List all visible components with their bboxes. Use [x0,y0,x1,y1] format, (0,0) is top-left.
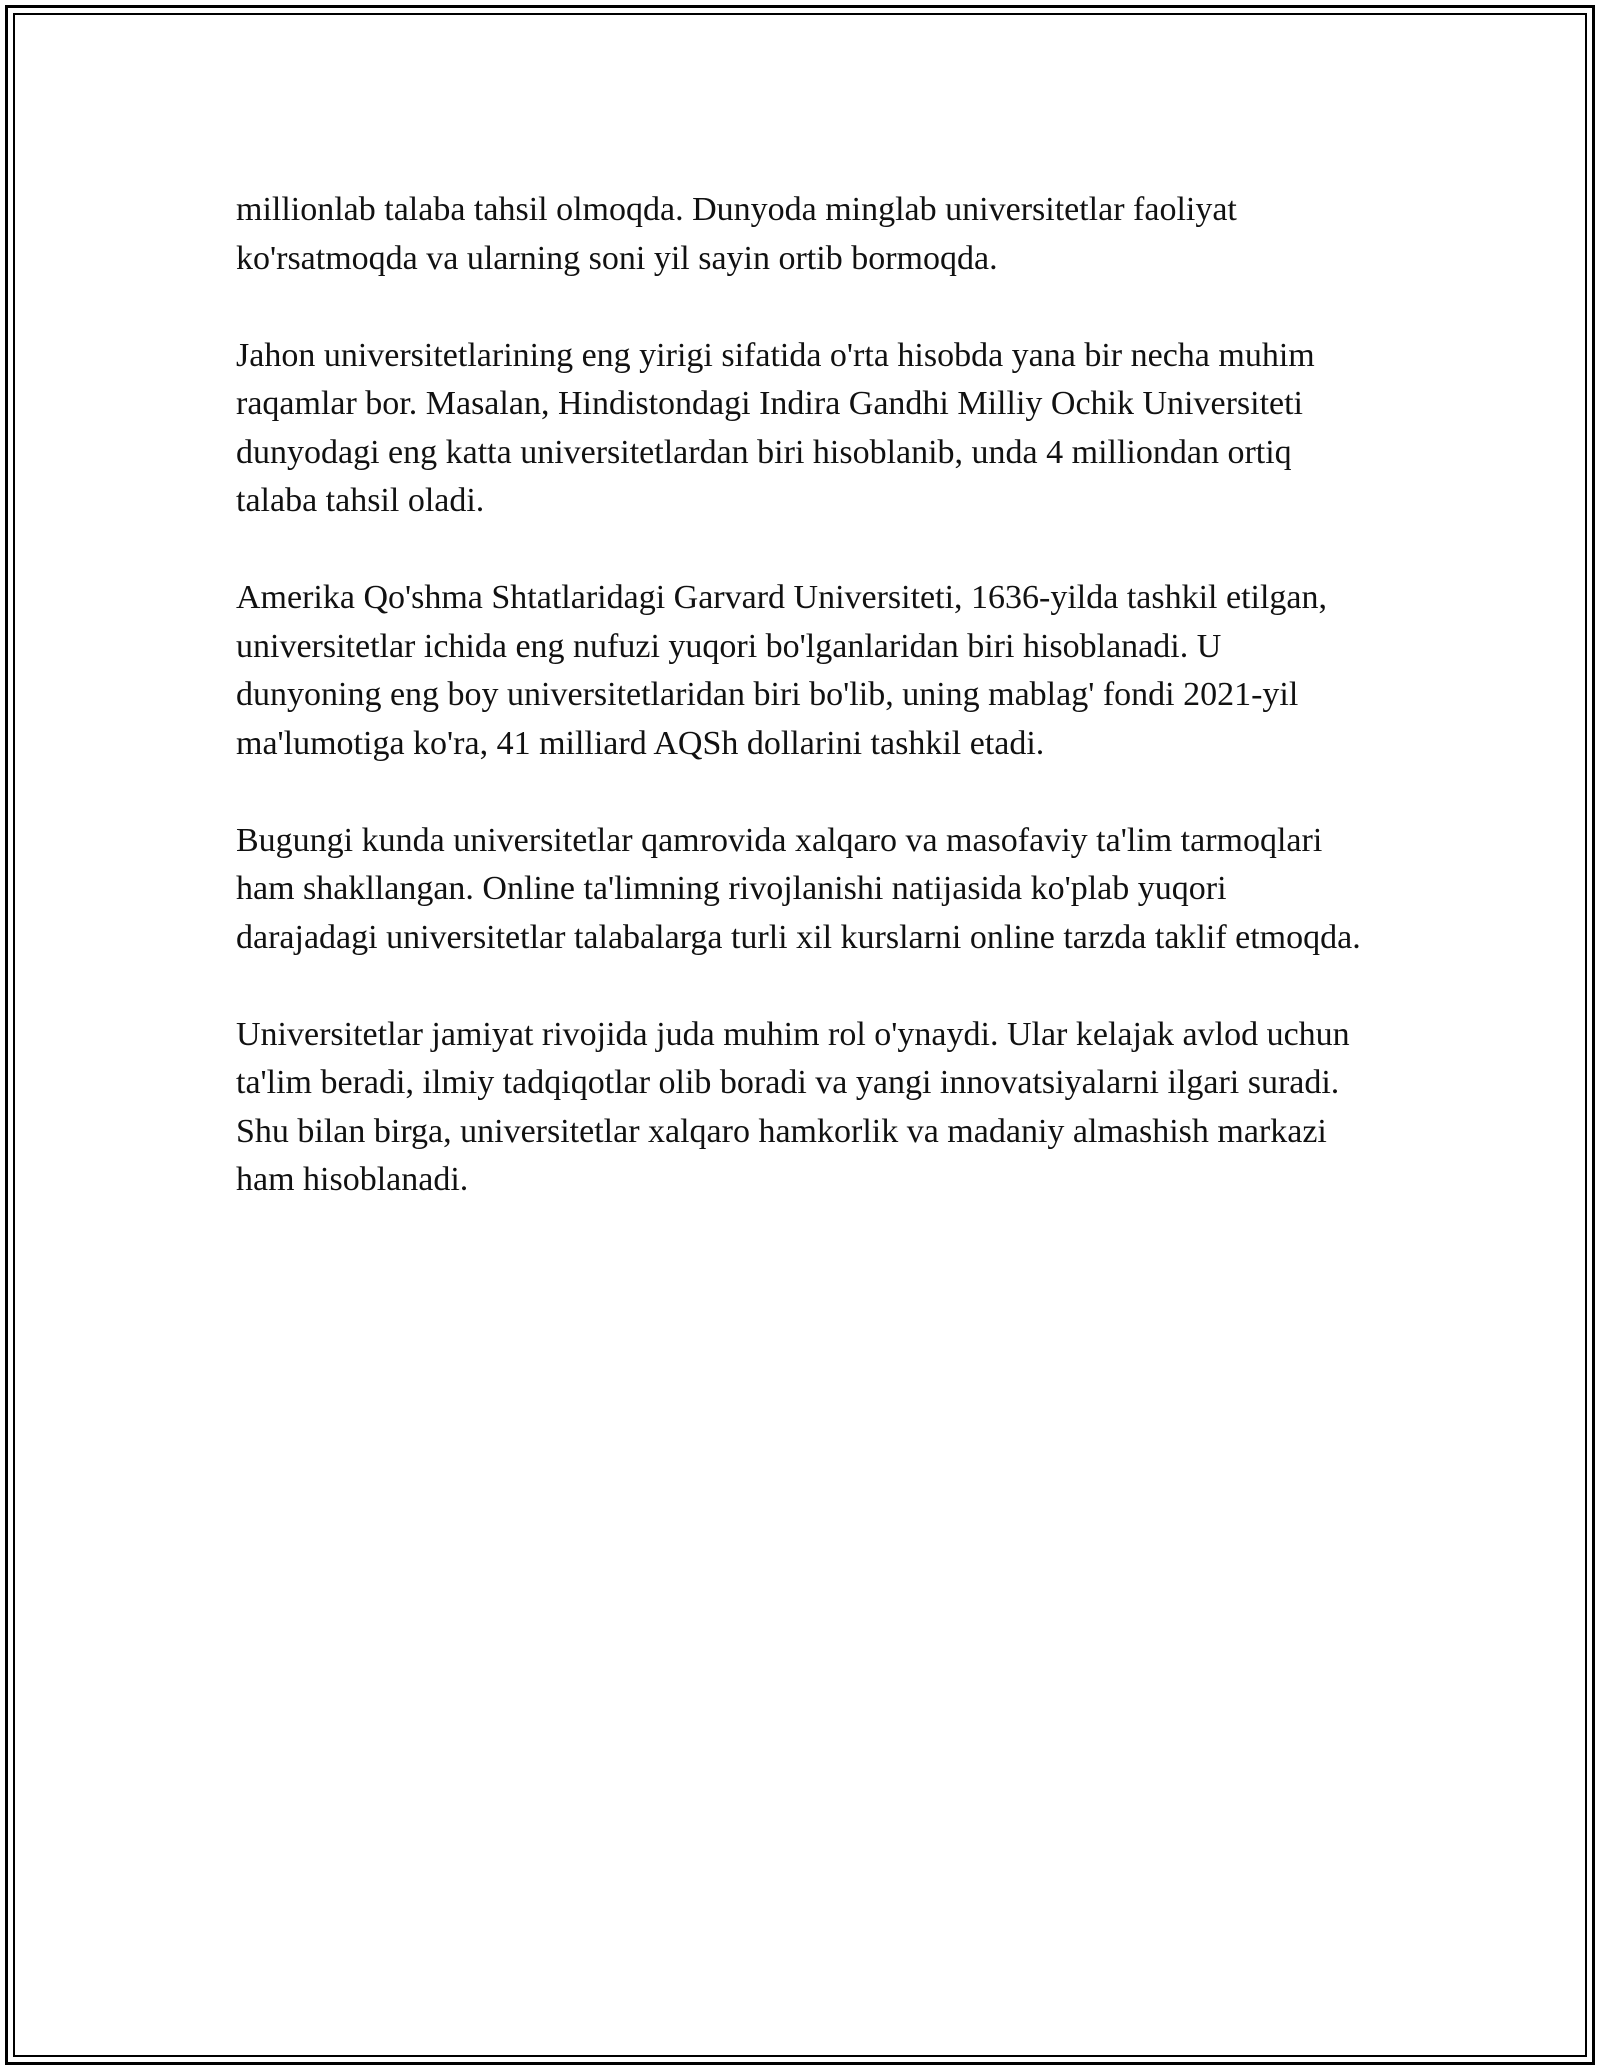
paragraph-2: Jahon universitetlarining eng yirigi sifatida o'rta hisobda yana bir necha muhim raqamlar bor. Masalan, Hindistondagi Indira Gandhi Milliy Ochik Universiteti dunyodagi eng katta universitetlardan biri hisoblanib, unda 4 milliondan ortiq talaba tahsil oladi. [236,336,1315,519]
paragraph-4: Bugungi kunda universitetlar qamrovida xalqaro va masofaviy ta'lim tarmoqlari ham shakllangan. Online ta'limning rivojlanishi natijasida ko'plab yuqori darajadagi universitetlar talabalarga turli xil kurslarni online tarzda taklif etmoqda. [236,821,1361,956]
paragraph-3: Amerika Qo'shma Shtatlaridagi Garvard Universiteti, 1636-yilda tashkil etilgan, universitetlar ichida eng nufuzi yuqori bo'lganlaridan biri hisoblanadi. U dunyoning eng boy universitetlaridan biri bo'lib, uning mablag' fondi 2021-yil ma'lumotiga ko'ra, 41 milliard AQSh dollarini tashkil etadi. [236,579,1328,762]
paragraph-5: Universitetlar jamiyat rivojida juda muhim rol o'ynaydi. Ular kelajak avlod uchun ta'lim beradi, ilmiy tadqiqotlar olib boradi va yangi innovatsiyalarni ilgari suradi. Shu bilan birga, universitetlar xalqaro hamkorlik va madaniy almashish markazi ham hisoblanadi. [236,1015,1350,1198]
paragraph-1: millionlab talaba tahsil olmoqda. Dunyoda minglab universitetlar faoliyat ko'rsatmoqda va ularning soni yil sayin ortib bormoqda. [236,191,1237,277]
document-body [236,186,1366,1253]
